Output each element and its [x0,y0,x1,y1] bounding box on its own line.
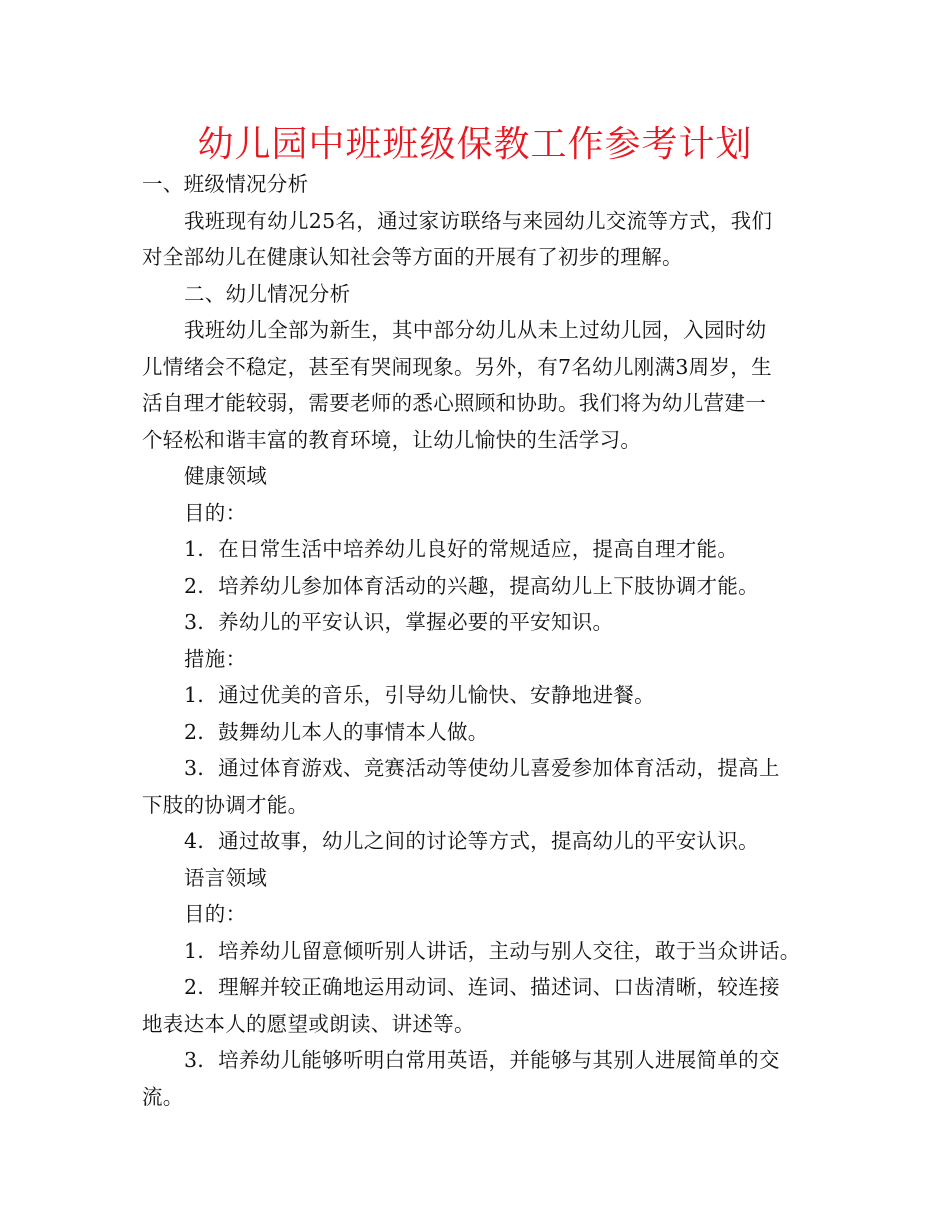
body-line: 活自理才能较弱，需要老师的悉心照顾和协助。我们将为幼儿营建一 [142,391,766,415]
body-line: 目的： [184,500,247,525]
body-line: 2．理解并较正确地运用动词、连词、描述词、口齿清晰，较连接 [184,975,780,999]
body-line: 2．鼓舞幼儿本人的事情本人做。 [184,719,489,744]
body-line: 3．通过体育游戏、竞赛活动等使幼儿喜爱参加体育活动，提高上 [184,756,780,780]
body-line: 儿情绪会不稳定，甚至有哭闹现象。另外，有7名幼儿刚满3周岁，生 [142,354,772,379]
body-line: 措施： [184,646,247,671]
body-line: 地表达本人的愿望或朗读、讲述等。 [142,1011,475,1036]
body-line: 语言领域 [184,865,268,890]
body-line: 1．在日常生活中培养幼儿良好的常规适应，提高自理才能。 [184,537,739,561]
body-line: 1．通过优美的音乐，引导幼儿愉快、安静地进餐。 [184,683,655,707]
document-title: 幼儿园中班班级保教工作参考计划 [197,124,753,165]
body-line: 健康领域 [184,464,268,488]
body-line: 4．通过故事，幼儿之间的讨论等方式，提高幼儿的平安认识。 [184,829,759,853]
body-line: 下肢的协调才能。 [142,792,309,817]
body-line: 流。 [142,1084,184,1109]
body-line: 2．培养幼儿参加体育活动的兴趣，提高幼儿上下肢协调才能。 [184,573,759,598]
body-line: 我班现有幼儿25名，通过家访联络与来园幼儿交流等方式，我们 [184,208,773,233]
body-line: 3．养幼儿的平安认识，掌握必要的平安知识。 [184,610,614,634]
body-line: 一、班级情况分析 [142,172,309,196]
body-line: 目的： [184,902,247,926]
body-line: 对全部幼儿在健康认知社会等方面的开展有了初步的理解。 [142,245,683,269]
body-line: 二、幼儿情况分析 [184,281,351,306]
body-line: 1．培养幼儿留意倾听别人讲话，主动与别人交往，敢于当众讲话。 [184,938,801,963]
document-body [142,166,812,1115]
body-line: 个轻松和谐丰富的教育环境，让幼儿愉快的生活学习。 [142,427,642,452]
body-line: 我班幼儿全部为新生，其中部分幼儿从未上过幼儿园，入园时幼 [184,318,767,342]
body-line: 3．培养幼儿能够听明白常用英语，并能够与其别人进展简单的交 [184,1048,780,1072]
